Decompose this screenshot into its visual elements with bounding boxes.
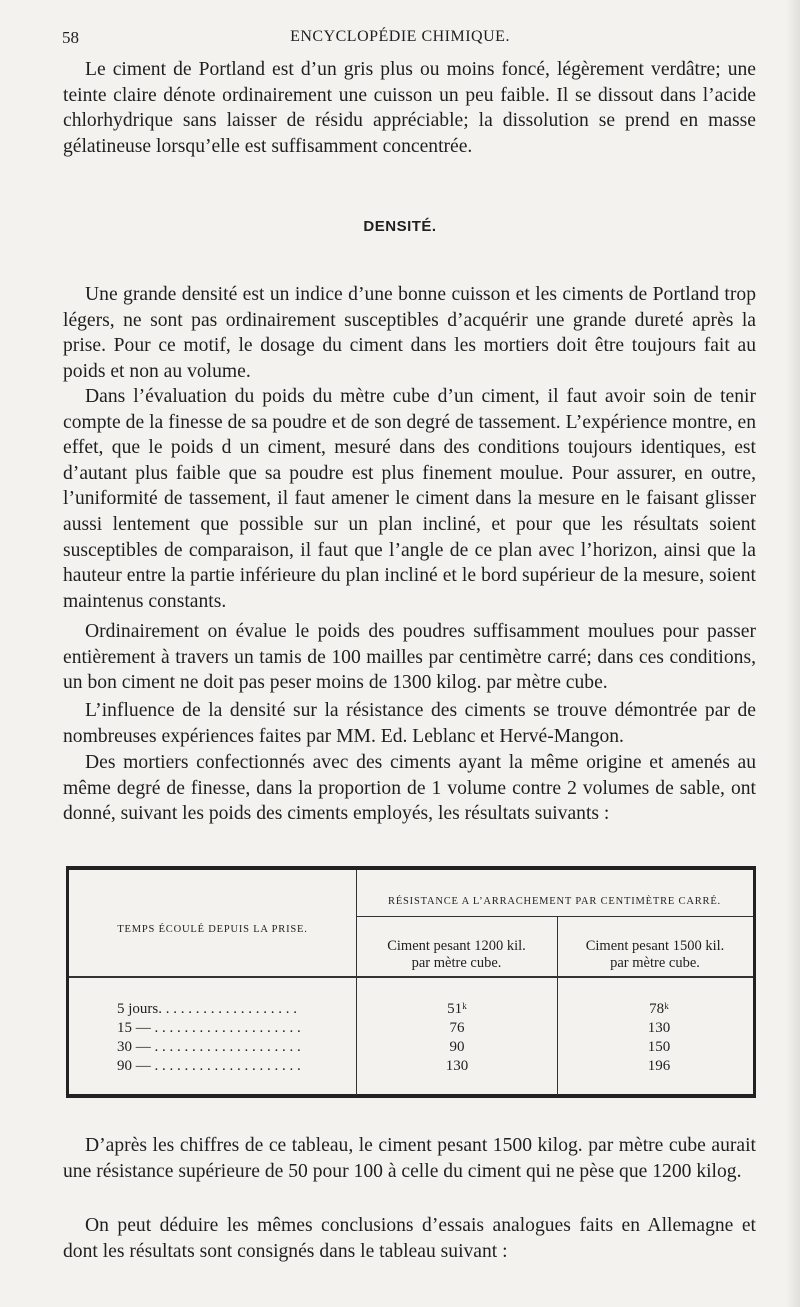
col-header-time: TEMPS ÉCOULÉ DEPUIS LA PRISE. [117,924,308,935]
paragraph-germany: On peut déduire les mêmes conclusions d’essais analogues faits en Allemagne et dont les résultats sont consignés dans le tableau suivant : [63,1215,756,1262]
cell-1200: 130 [445,1058,469,1074]
cell-1200: 90 [449,1039,465,1055]
row-time: 15 — . . . . . . . . . . . . . . . . . . . . [117,1020,301,1036]
col-header-1200 [356,938,557,972]
table-header-rule [69,976,753,978]
paragraph-density-2: Dans l’évaluation du poids du mètre cube d’un ciment, il faut avoir soin de tenir compte de la finesse de sa poudre et de son degré de tassement. L’expérience montre, en effet, que le poids d un ciment, mesuré dans des conditions toujours identiques, est d’autant plus faible que sa poudre est plus finement moulue. Pour assurer, en outre, l’uniformité de tassement, il faut amener le ciment dans la mesure en le faisant glisser aussi lentement que possible sur un plan incliné, et pour que les résultats soient susceptibles de comparaison, il faut que l’angle de ce plan avec l’horizon, ainsi que la hauteur entre la partie inférieure du plan incliné et le bord supérieur de la mesure, soient maintenus constants. [63,386,756,612]
col-header-1200-line2: par mètre cube. [411,955,502,971]
col-header-1500 [557,938,753,972]
cell-1200: 51ᵏ [447,1001,467,1017]
page-edge-shadow [786,0,800,1307]
paragraph-density-5: Des mortiers confectionnés avec des ciments ayant la même origine et amenés au même degré de finesse, dans la proportion de 1 volume contre 2 volumes de sable, ont donné, suivant les poids des ciments employés, les résultats suivants : [63,752,756,825]
paragraph-density-4: L’influence de la densité sur la résistance des ciments se trouve démontrée par de nombreuses expériences faites par MM. Ed. Leblanc et Hervé-Mangon. [63,700,756,747]
row-time: 30 — . . . . . . . . . . . . . . . . . . . . [117,1039,301,1055]
row-time: 90 — . . . . . . . . . . . . . . . . . . . . [117,1058,301,1074]
page-number: 58 [62,28,79,47]
running-title: ENCYCLOPÉDIE CHIMIQUE. [290,28,510,45]
table-group-rule [356,916,753,917]
col-header-1500-line1: Ciment pesant 1500 kil. [585,938,725,954]
col-header-1500-line2: par mètre cube. [610,955,700,971]
cell-1500: 196 [647,1058,671,1074]
paragraph-conclusion: D’après les chiffres de ce tableau, le ciment pesant 1500 kilog. par mètre cube aurait une résistance supérieure de 50 pour 100 à celle du ciment qui ne pèse que 1200 kilog. [63,1135,756,1182]
cell-1500: 78ᵏ [649,1001,669,1017]
intro-paragraph: Le ciment de Portland est d’un gris plus ou moins foncé, légèrement verdâtre; une teinte claire dénote ordinairement une cuisson un peu faible. Il se dissout dans l’acide chlorhydrique sans laisser de résidu appréciable; la dissolution se prend en masse gélatineuse lorsqu’elle est suffisamment concentrée. [63,59,756,157]
paragraph-density-1: Une grande densité est un indice d’une bonne cuisson et les ciments de Portland trop légers, ne sont pas ordinairement susceptibles d’acquérir une grande dureté après la prise. Pour ce motif, le dosage du ciment dans les mortiers doit être toujours fait au poids et non au volume. [63,284,756,382]
cell-1500: 150 [647,1039,671,1055]
group-header-resistance: RÉSISTANCE A L’ARRACHEMENT PAR CENTIMÈTRE CARRÉ. [388,896,721,907]
paragraph-density-3: Ordinairement on évalue le poids des poudres suffisamment moulues pour passer entièrement à travers un tamis de 100 mailles par centimètre carré; dans ces conditions, un bon ciment ne doit pas peser moins de 1300 kilog. par mètre cube. [63,621,756,694]
cell-1200: 76 [449,1020,465,1036]
col-header-1200-line1: Ciment pesant 1200 kil. [387,938,526,954]
resistance-table [66,866,756,1098]
cell-1500: 130 [647,1020,671,1036]
section-title: DENSITÉ. [363,218,437,235]
row-time: 5 jours. . . . . . . . . . . . . . . . . . . [117,1001,297,1017]
